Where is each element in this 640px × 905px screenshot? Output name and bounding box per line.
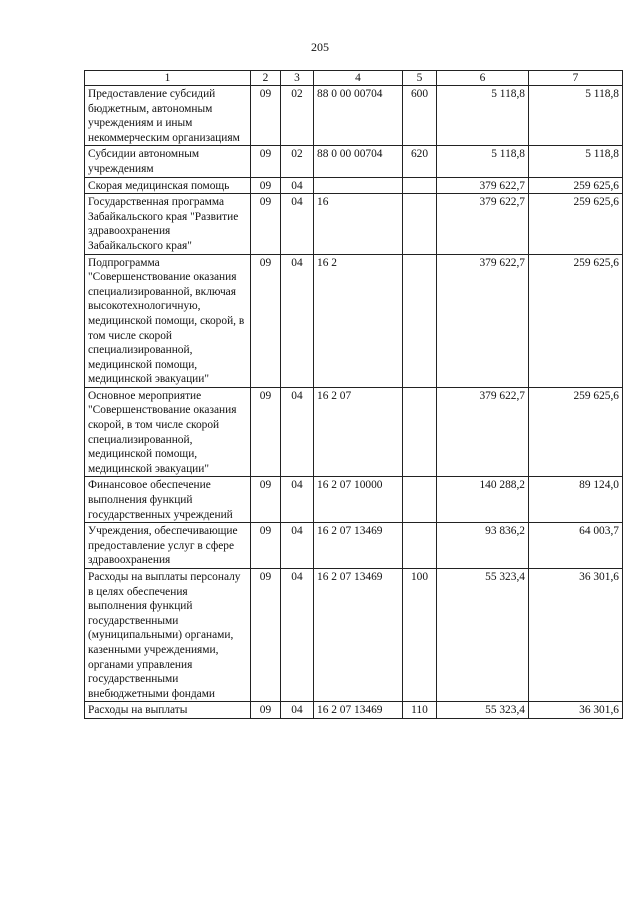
cell-expense-type: 600 — [403, 86, 437, 146]
cell-subsection: 04 — [281, 523, 314, 569]
cell-name: Скорая медицинская помощь — [85, 177, 251, 194]
cell-name: Субсидии автономным учреждениям — [85, 146, 251, 177]
cell-target-article: 88 0 00 00704 — [314, 146, 403, 177]
cell-subsection: 04 — [281, 702, 314, 719]
cell-amount-2: 259 625,6 — [529, 177, 623, 194]
cell-expense-type — [403, 387, 437, 477]
table-row — [85, 569, 623, 702]
cell-section: 09 — [251, 146, 281, 177]
cell-amount-2: 259 625,6 — [529, 194, 623, 254]
cell-amount-2: 259 625,6 — [529, 387, 623, 477]
cell-expense-type: 110 — [403, 702, 437, 719]
cell-subsection: 02 — [281, 146, 314, 177]
cell-amount-2: 36 301,6 — [529, 569, 623, 702]
table-row — [85, 702, 623, 719]
cell-name: Расходы на выплаты персоналу в целях обеспечения выполнения функций государственными (муниципальными) органами, казенными учреждениями, органами управления государственными внебюджетными фондами — [85, 569, 251, 702]
cell-amount-1: 379 622,7 — [437, 194, 529, 254]
cell-expense-type — [403, 477, 437, 523]
cell-section: 09 — [251, 387, 281, 477]
column-header: 5 — [403, 71, 437, 86]
cell-subsection: 04 — [281, 477, 314, 523]
column-header: 6 — [437, 71, 529, 86]
cell-amount-1: 5 118,8 — [437, 146, 529, 177]
cell-name: Подпрограмма "Совершенствование оказания специализированной, включая высокотехнологичную, медицинской помощи, скорой, в том числе скорой специализированной, медицинской помощи, медицинской эвакуации" — [85, 254, 251, 387]
cell-amount-1: 5 118,8 — [437, 86, 529, 146]
cell-expense-type — [403, 523, 437, 569]
column-header: 4 — [314, 71, 403, 86]
cell-amount-1: 93 836,2 — [437, 523, 529, 569]
cell-section: 09 — [251, 177, 281, 194]
page-number: 205 — [311, 40, 329, 54]
cell-target-article: 16 2 07 13469 — [314, 523, 403, 569]
cell-expense-type: 100 — [403, 569, 437, 702]
cell-amount-1: 379 622,7 — [437, 387, 529, 477]
cell-amount-2: 89 124,0 — [529, 477, 623, 523]
cell-section: 09 — [251, 194, 281, 254]
cell-expense-type — [403, 177, 437, 194]
table-body — [85, 86, 623, 719]
cell-amount-1: 55 323,4 — [437, 569, 529, 702]
column-header: 2 — [251, 71, 281, 86]
table-row — [85, 254, 623, 387]
cell-amount-2: 64 003,7 — [529, 523, 623, 569]
cell-target-article: 16 — [314, 194, 403, 254]
cell-subsection: 04 — [281, 194, 314, 254]
table-row — [85, 523, 623, 569]
column-header: 7 — [529, 71, 623, 86]
column-header: 1 — [85, 71, 251, 86]
cell-expense-type: 620 — [403, 146, 437, 177]
table-row — [85, 194, 623, 254]
cell-amount-2: 5 118,8 — [529, 146, 623, 177]
cell-name: Финансовое обеспечение выполнения функций государственных учреждений — [85, 477, 251, 523]
cell-amount-2: 259 625,6 — [529, 254, 623, 387]
cell-expense-type — [403, 254, 437, 387]
cell-section: 09 — [251, 523, 281, 569]
cell-section: 09 — [251, 702, 281, 719]
cell-subsection: 02 — [281, 86, 314, 146]
cell-section: 09 — [251, 569, 281, 702]
cell-amount-2: 36 301,6 — [529, 702, 623, 719]
cell-amount-2: 5 118,8 — [529, 86, 623, 146]
cell-subsection: 04 — [281, 177, 314, 194]
table-row — [85, 387, 623, 477]
cell-subsection: 04 — [281, 569, 314, 702]
table-row — [85, 146, 623, 177]
cell-subsection: 04 — [281, 254, 314, 387]
cell-target-article: 16 2 07 10000 — [314, 477, 403, 523]
cell-target-article: 16 2 07 13469 — [314, 702, 403, 719]
column-header: 3 — [281, 71, 314, 86]
cell-name: Государственная программа Забайкальского края "Развитие здравоохранения Забайкальского края" — [85, 194, 251, 254]
cell-amount-1: 379 622,7 — [437, 254, 529, 387]
cell-target-article: 88 0 00 00704 — [314, 86, 403, 146]
cell-section: 09 — [251, 86, 281, 146]
cell-target-article: 16 2 — [314, 254, 403, 387]
cell-target-article: 16 2 07 — [314, 387, 403, 477]
cell-section: 09 — [251, 254, 281, 387]
cell-name: Учреждения, обеспечивающие предоставление услуг в сфере здравоохранения — [85, 523, 251, 569]
table-row — [85, 177, 623, 194]
cell-subsection: 04 — [281, 387, 314, 477]
cell-amount-1: 379 622,7 — [437, 177, 529, 194]
cell-name: Предоставление субсидий бюджетным, автономным учреждениям и иным некоммерческим организациям — [85, 86, 251, 146]
cell-name: Расходы на выплаты — [85, 702, 251, 719]
cell-target-article — [314, 177, 403, 194]
table-row — [85, 477, 623, 523]
cell-target-article: 16 2 07 13469 — [314, 569, 403, 702]
cell-amount-1: 140 288,2 — [437, 477, 529, 523]
table-row — [85, 86, 623, 146]
cell-section: 09 — [251, 477, 281, 523]
table-header-row — [85, 71, 623, 86]
cell-name: Основное мероприятие "Совершенствование оказания скорой, в том числе скорой специализированной, медицинской помощи, медицинской эвакуации" — [85, 387, 251, 477]
budget-table — [84, 70, 623, 719]
cell-amount-1: 55 323,4 — [437, 702, 529, 719]
cell-expense-type — [403, 194, 437, 254]
